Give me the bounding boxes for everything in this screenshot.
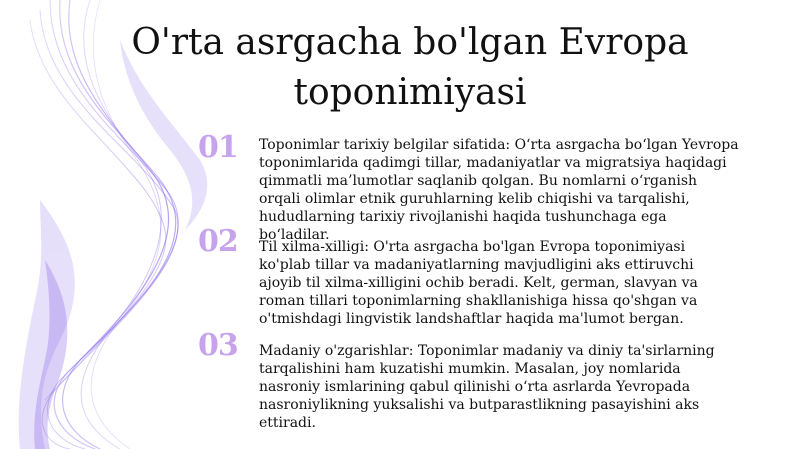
item-number-03: 03 bbox=[198, 328, 238, 363]
item-number-02: 02 bbox=[198, 224, 238, 259]
item-text-02: Til xilma-xilligi: O'rta asrgacha bo'lgan Evropa toponimiyasi ko'plab tillar va madaniyatlarning mavjudligini aks ettiruvchi ajoyib til xilma-xilligini ochib beradi. Kelt, german, slavyan va roman tillari toponimlarning shakllanishiga hissa qo'shgan va o'tmishdagi lingvistik landshaftlar haqida ma'lumot bergan. bbox=[259, 239, 698, 327]
item-text-01: Toponimlar tarixiy belgilar sifatida: O‘rta asrgacha bo‘lgan Yevropa toponimlarida qadimgi tillar, madaniyatlar va migratsiya haqidagi qimmatli ma’lumotlar saqlanib qolgan. Bu nomlarni o‘rganish orqali olimlar etnik guruhlarning kelib chiqishi va tarqalishi, hududlarning tarixiy rivojlanishi haqida tushunchaga ega bo‘ladilar. bbox=[259, 137, 739, 243]
item-number-01: 01 bbox=[198, 130, 238, 165]
slide-title: O'rta asrgacha bo'lgan Evropa toponimiyasi bbox=[131, 22, 689, 113]
item-text-03: Madaniy o'zgarishlar: Toponimlar madaniy va diniy ta'sirlarning tarqalishini ham kuzatishi mumkin. Masalan, joy nomlarida nasroniy ismlarining qabul qilinishi o‘rta asrlarda Yevropada nasroniylikning yuksalishi va butparastlikning pasayishini aks ettiradi. bbox=[259, 343, 715, 431]
